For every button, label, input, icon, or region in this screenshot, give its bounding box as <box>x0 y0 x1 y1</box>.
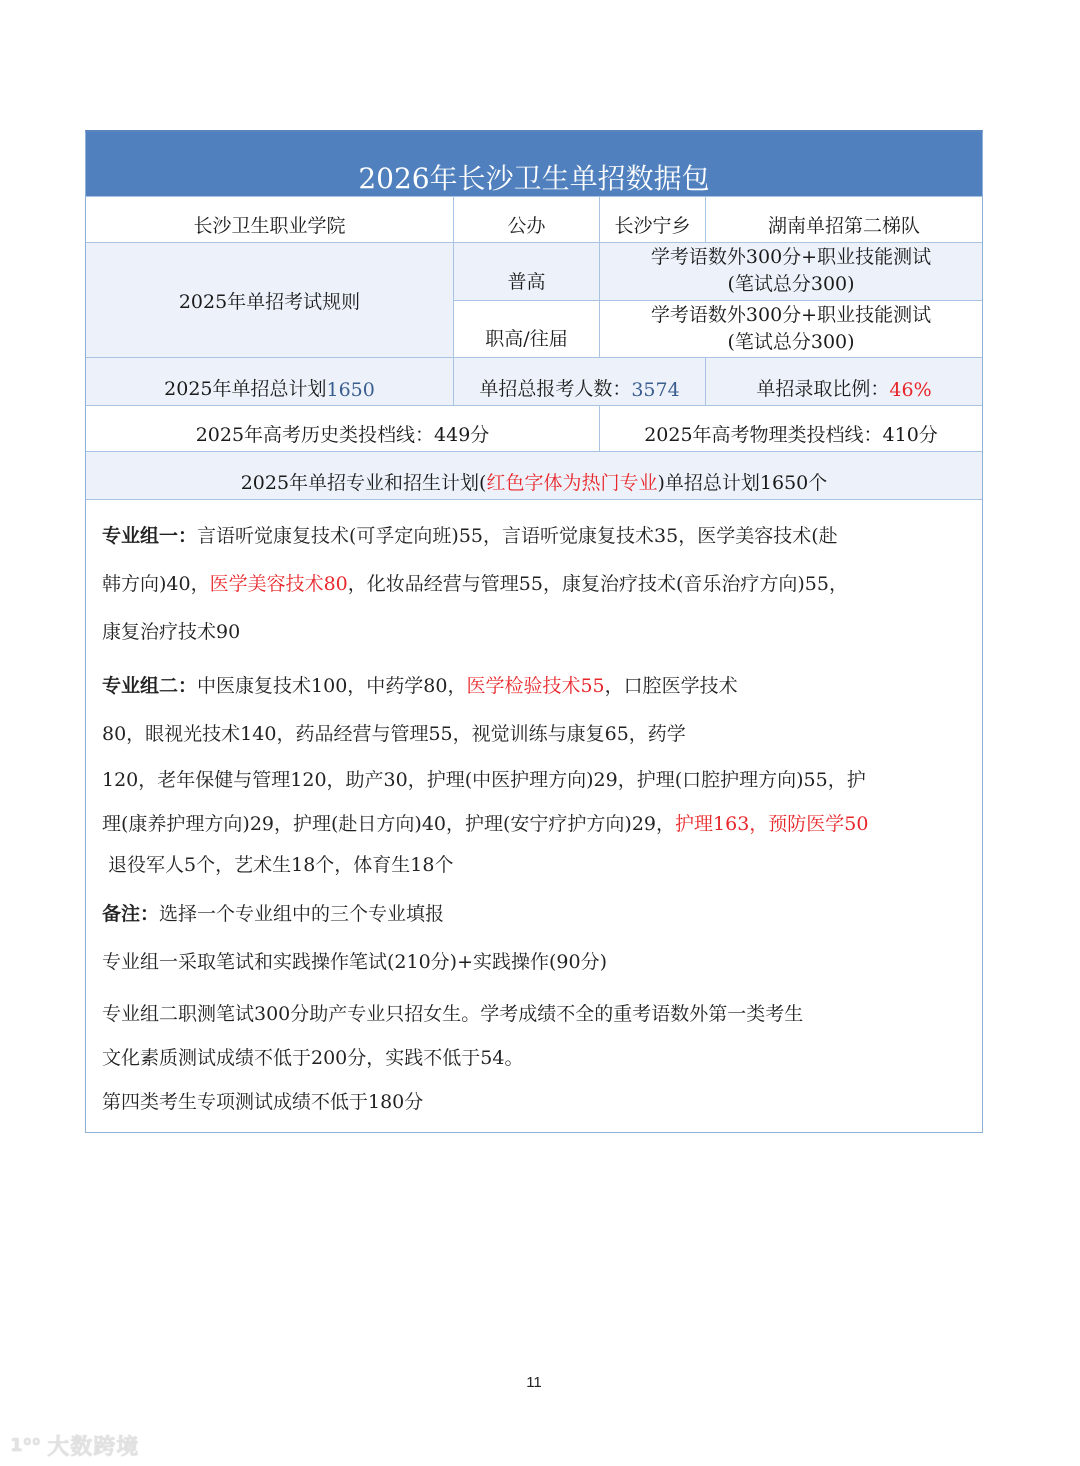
stats-row <box>86 357 982 405</box>
group-two <box>102 662 966 710</box>
notes-line: 专业组一采取笔试和实践操作笔试(210分)+实践操作(90分) <box>102 951 608 973</box>
school-tier: 湖南单招第二梯队 <box>705 197 982 242</box>
notes-label: 备注： <box>102 903 160 925</box>
notes-line: 第四类考生专项测试成绩不低于180分 <box>102 1091 424 1113</box>
group-one-line <box>102 560 966 608</box>
plan-heading-prefix: 2025年单招专业和招生计划( <box>240 472 487 494</box>
school-type: 公办 <box>453 197 599 242</box>
ratio-label: 单招录取比例： <box>756 378 890 400</box>
hot-major: 医学检验技术55 <box>466 675 605 697</box>
page-title <box>86 132 982 196</box>
group-one-label: 专业组一： <box>102 525 198 547</box>
hot-major: 护理163，预防医学50 <box>675 813 869 835</box>
applicants-value: 3574 <box>631 379 680 401</box>
majors-content <box>86 499 982 1132</box>
cutoff-row <box>86 405 982 451</box>
watermark-text: 大数跨境 <box>47 1435 140 1460</box>
watermark-logo-icon: 1⁰⁰ <box>10 1435 42 1456</box>
school-location: 长沙宁乡 <box>599 197 705 242</box>
notes-line: 专业组二职测笔试300分助产专业只招女生。学考成绩不全的重考语数外第一类考生 <box>102 1003 804 1025</box>
exam-rule-row <box>454 243 982 300</box>
notes-text: 选择一个专业组中的三个专业填报 <box>159 903 445 925</box>
group-text: 韩方向)40， <box>102 573 210 595</box>
exam-rule-line: 学考语数外300分+职业技能测试 <box>650 246 932 269</box>
total-plan-label: 2025年单招总计划 <box>164 378 327 400</box>
exam-rules-section <box>86 242 982 357</box>
data-table <box>85 130 983 1133</box>
notes <box>102 890 966 938</box>
group-text: 中医康复技术100，中药学80， <box>197 675 467 697</box>
exam-rules-label: 2025年单招考试规则 <box>86 243 454 357</box>
total-plan <box>86 358 453 405</box>
page-number: 11 <box>526 1374 542 1391</box>
group-two-label: 专业组二： <box>102 675 198 697</box>
group-two-line: 120，老年保健与管理120，助产30，护理(中医护理方向)29，护理(口腔护理方向)55，护 <box>102 769 866 791</box>
exam-rule-line: (笔试总分300) <box>727 330 855 353</box>
exam-rule-line: 学考语数外300分+职业技能测试 <box>650 303 932 326</box>
exam-rule-value <box>600 301 982 358</box>
group-text: 言语听觉康复技术(可孚定向班)55，言语听觉康复技术35，医学美容技术(赴 <box>197 525 838 547</box>
ratio-value: 46% <box>889 379 932 401</box>
group-two-line: 退役军人5个，艺术生18个，体育生18个 <box>102 854 454 876</box>
plan-heading-highlight: 红色字体为热门专业 <box>486 472 658 494</box>
school-name: 长沙卫生职业学院 <box>193 215 346 237</box>
exam-rule-value <box>600 243 982 300</box>
applicants <box>453 358 705 405</box>
history-cutoff: 2025年高考历史类投档线：449分 <box>195 424 490 446</box>
group-text: 理(康养护理方向)29，护理(赴日方向)40，护理(安宁疗护方向)29， <box>102 813 676 835</box>
total-plan-value: 1650 <box>326 379 375 401</box>
school-info-row <box>86 196 982 242</box>
applicants-label: 单招总报考人数： <box>479 378 632 400</box>
group-one <box>102 512 966 560</box>
physics-cutoff: 2025年高考物理类投档线：410分 <box>599 406 982 451</box>
watermark <box>10 1430 139 1461</box>
exam-rule-category: 职高/往届 <box>454 301 600 358</box>
plan-heading-row <box>86 451 982 499</box>
plan-heading <box>86 452 982 499</box>
title-text: 2026年长沙卫生单招数据包 <box>358 162 710 195</box>
hot-major: 医学美容技术80 <box>209 573 348 595</box>
exam-rule-line: (笔试总分300) <box>727 273 855 296</box>
group-text: ，化妆品经营与管理55，康复治疗技术(音乐治疗方向)55， <box>347 573 848 595</box>
admission-ratio <box>705 358 982 405</box>
notes-line: 文化素质测试成绩不低于200分，实践不低于54。 <box>102 1047 524 1069</box>
group-one-line: 康复治疗技术90 <box>102 621 241 643</box>
exam-rule-row <box>454 300 982 358</box>
plan-heading-suffix: )单招总计划1650个 <box>657 472 828 494</box>
group-text: ，口腔医学技术 <box>604 675 738 697</box>
group-two-line: 80，眼视光技术140，药品经营与管理55，视觉训练与康复65，药学 <box>102 723 686 745</box>
exam-rule-category: 普高 <box>454 243 600 300</box>
group-two-line <box>102 802 966 846</box>
